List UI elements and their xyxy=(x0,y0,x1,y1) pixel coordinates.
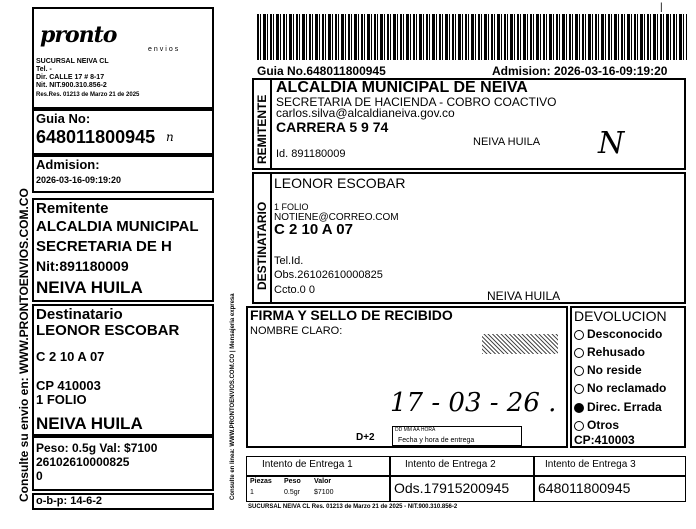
main-side-text: Consulte en linea: WWW.PRONTOENVIOS.COM.CO | Mensajeria expresa xyxy=(230,293,236,500)
devolucion-cp: CP:410003 xyxy=(574,433,635,447)
radio-icon xyxy=(574,366,584,376)
radio-icon xyxy=(574,421,584,431)
radio-icon xyxy=(574,384,584,394)
office-line: Dir. CALLE 17 # 8-17 xyxy=(36,74,105,81)
devolucion-option-label: No reside xyxy=(587,363,642,377)
devolucion-option-label: Otros xyxy=(587,418,620,432)
firma-fecha-labels: DD MM AA HORA xyxy=(395,427,436,433)
main-destinatario-city: NEIVA HUILA xyxy=(487,289,561,303)
devolucion-option xyxy=(574,345,645,359)
stub-side-text: Consulte su envio en: WWW.PRONTOENVIOS.COM.CO xyxy=(17,188,31,502)
main-remitente-email: carlos.silva@alcaldianeiva.gov.co xyxy=(276,106,455,120)
devolucion-option-label: Direc. Errada xyxy=(587,400,662,414)
office-line: Tel. - xyxy=(36,66,52,73)
firma-stamp xyxy=(482,334,558,354)
firma-d2: D+2 xyxy=(356,432,375,443)
intento-1: Intento de Entrega 1 xyxy=(262,459,353,470)
footer-text: SUCURSAL NEIVA CL Res. 01213 de Marzo 21 de 2025 - NIT.900.310.856-2 xyxy=(248,504,458,510)
stub-remitente-name1: ALCALDIA MUNICIPAL xyxy=(36,218,199,235)
firma-nombre: NOMBRE CLARO: xyxy=(250,325,343,337)
devolucion-option-label: Rehusado xyxy=(587,345,646,359)
main-destinatario-email: NOTIENE@CORREO.COM xyxy=(274,212,399,223)
main-remitente-dept: SECRETARIA DE HACIENDA - COBRO COACTIVO xyxy=(276,95,557,109)
main-guia-line: Guia No.648011800945 xyxy=(257,64,386,78)
table-header: Valor xyxy=(314,478,332,485)
main-destinatario-label: DESTINATARIO xyxy=(255,201,269,290)
table-value: $7100 xyxy=(314,489,334,496)
main-destinatario-folio: 1 FOLIO xyxy=(274,202,309,212)
office-line: Res.Res. 01213 de Marzo 21 de 2025 xyxy=(36,92,140,98)
main-remitente-address: CARRERA 5 9 74 xyxy=(276,119,389,135)
devolucion-option xyxy=(574,418,619,432)
main-remitente-handwritten: N xyxy=(598,126,625,161)
radio-icon xyxy=(574,348,584,358)
radio-icon-filled xyxy=(574,403,584,413)
stub-code: 26102610000825 xyxy=(36,455,130,469)
intento-2: Intento de Entrega 2 xyxy=(405,459,496,470)
stub-zero: 0 xyxy=(36,469,43,483)
office-line: SUCURSAL NEIVA CL xyxy=(36,58,109,65)
stub-destinatario-city: NEIVA HUILA xyxy=(36,414,143,433)
stub-destinatario-cp: CP 410003 xyxy=(36,378,101,393)
stub-admision-value: 2026-03-16-09:19:20 xyxy=(36,175,122,185)
stub-destinatario-address: C 2 10 A 07 xyxy=(36,349,105,364)
firma-date-hand: 17 - 03 - 26 . xyxy=(390,388,557,418)
devolucion-title: DEVOLUCION xyxy=(574,308,667,324)
main-remitente-label: REMITENTE xyxy=(255,94,269,164)
table-header: Piezas xyxy=(250,478,272,485)
devolucion-option xyxy=(574,327,662,341)
devolucion-option xyxy=(574,400,662,414)
stub-remitente-name2: SECRETARIA DE H xyxy=(36,238,172,255)
stub-destinatario-name: LEONOR ESCOBAR xyxy=(36,322,180,339)
guia-bottom-value: 648011800945 xyxy=(538,480,631,496)
logo xyxy=(40,22,116,48)
stub-remitente-label: Remitente xyxy=(36,200,109,217)
devolucion-option xyxy=(574,363,642,377)
stub-guia-label: Guia No: xyxy=(36,111,91,126)
corner-mark: | xyxy=(660,2,663,13)
radio-icon xyxy=(574,330,584,340)
devolucion-option xyxy=(574,381,666,395)
devolucion-option-label: Desconocido xyxy=(587,327,663,341)
main-destinatario-address: C 2 10 A 07 xyxy=(274,221,353,238)
main-remitente-id: Id. 891180009 xyxy=(276,148,346,160)
main-destinatario-obs: Obs.26102610000825 xyxy=(274,269,383,281)
stub-remitente-city: NEIVA HUILA xyxy=(36,278,143,297)
stub-guia-mark: n xyxy=(166,130,174,144)
main-destinatario-name: LEONOR ESCOBAR xyxy=(274,175,406,191)
main-remitente-city: NEIVA HUILA xyxy=(473,136,541,148)
stub-destinatario-label: Destinatario xyxy=(36,306,123,323)
logo-sub: envios xyxy=(148,46,181,53)
office-line: Nit. NIT.900.310.856-2 xyxy=(36,82,107,89)
table-value: 1 xyxy=(250,489,254,496)
devolucion-option-label: No reclamado xyxy=(587,381,667,395)
firma-fecha-caption: Fecha y hora de entrega xyxy=(398,437,475,444)
main-barcode xyxy=(257,14,687,60)
table-value: 0.5gr xyxy=(284,489,300,496)
firma-title: FIRMA Y SELLO DE RECIBIDO xyxy=(250,307,453,323)
stub-destinatario-folio: 1 FOLIO xyxy=(36,392,87,407)
main-remitente-name: ALCALDIA MUNICIPAL DE NEIVA xyxy=(276,79,528,96)
stub-guia-number: 648011800945 xyxy=(36,127,156,147)
logo-text: pronto xyxy=(40,22,117,48)
stub-remitente-nit: Nit:891180009 xyxy=(36,258,129,274)
intento-3: Intento de Entrega 3 xyxy=(545,459,636,470)
main-admision-line: Admision: 2026-03-16-09:19:20 xyxy=(492,64,668,78)
table-header: Peso xyxy=(284,478,301,485)
ods-value: Ods.17915200945 xyxy=(394,480,510,496)
main-destinatario-ccto: Ccto.0 0 xyxy=(274,284,315,296)
main-destinatario-tel: Tel.Id. xyxy=(274,255,304,267)
main-destinatario-box xyxy=(252,172,686,304)
stub-peso: Peso: 0.5g Val: $7100 xyxy=(36,441,158,455)
stub-admision-label: Admision: xyxy=(36,157,100,172)
stub-obp: o-b-p: 14-6-2 xyxy=(36,495,102,507)
